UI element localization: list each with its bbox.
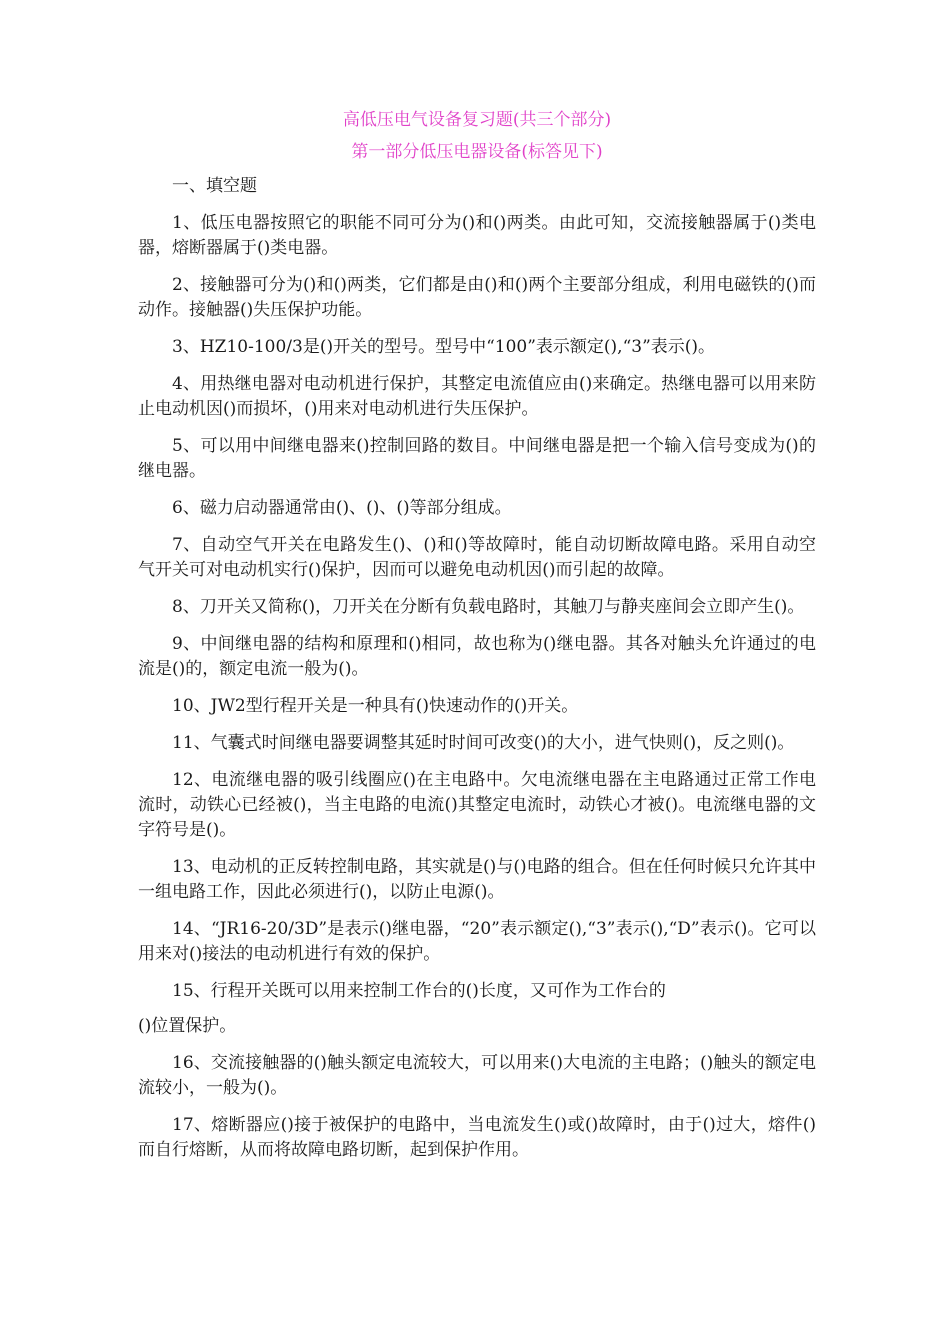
- document-subtitle: 第一部分低压电器设备(标答见下): [351, 142, 603, 162]
- question-7: 7、自动空气开关在电路发生()、()和()等故障时，能自动切断故障电路。采用自动空气开关可对电动机实行()保护，因而可以避免电动机因()而引起的故障。: [138, 535, 816, 580]
- question-8: 8、刀开关又简称()，刀开关在分断有负载电路时，其触刀与静夹座间会立即产生()。: [172, 597, 805, 617]
- question-3: 3、HZ10-100/3是()开关的型号。型号中“100”表示额定(),“3”表示()。: [172, 337, 716, 357]
- question-9: 9、中间继电器的结构和原理和()相同，故也称为()继电器。其各对触头允许通过的电流是()的，额定电流一般为()。: [138, 634, 816, 679]
- document-title: 高低压电气设备复习题(共三个部分): [342, 110, 612, 130]
- question-15: 15、行程开关既可以用来控制工作台的()长度，又可作为工作台的: [172, 981, 666, 1001]
- question-10: 10、JW2型行程开关是一种具有()快速动作的()开关。: [172, 696, 579, 716]
- question-11: 11、气囊式时间继电器要调整其延时时间可改变()的大小，进气快则()，反之则()。: [172, 733, 795, 753]
- question-15-continued: ()位置保护。: [138, 1016, 237, 1036]
- question-16: 16、交流接触器的()触头额定电流较大，可以用来()大电流的主电路；()触头的额定电流较小，一般为()。: [138, 1053, 816, 1098]
- section-heading: 一、填空题: [172, 176, 257, 196]
- question-2: 2、接触器可分为()和()两类，它们都是由()和()两个主要部分组成，利用电磁铁的()而动作。接触器()失压保护功能。: [138, 275, 816, 320]
- question-12: 12、电流继电器的吸引线圈应()在主电路中。欠电流继电器在主电路通过正常工作电流时，动铁心已经被()，当主电路的电流()其整定电流时，动铁心才被()。电流继电器的文字符号是()。: [138, 770, 816, 840]
- document-body: [138, 104, 816, 1175]
- question-6: 6、磁力启动器通常由()、()、()等部分组成。: [172, 498, 512, 518]
- question-13: 13、电动机的正反转控制电路，其实就是()与()电路的组合。但在任何时候只允许其中一组电路工作，因此必须进行()，以防止电源()。: [138, 857, 816, 902]
- question-17: 17、熔断器应()接于被保护的电路中，当电流发生()或()故障时，由于()过大，熔件()而自行熔断，从而将故障电路切断，起到保护作用。: [138, 1115, 816, 1160]
- question-1: 1、低压电器按照它的职能不同可分为()和()两类。由此可知，交流接触器属于()类电器，熔断器属于()类电器。: [138, 213, 816, 258]
- question-5: 5、可以用中间继电器来()控制回路的数目。中间继电器是把一个输入信号变成为()的继电器。: [138, 436, 816, 481]
- question-14: 14、“JR16-20/3D”是表示()继电器，“20”表示额定(),“3”表示(),“D”表示()。它可以用来对()接法的电动机进行有效的保护。: [138, 919, 816, 964]
- question-4: 4、用热继电器对电动机进行保护，其整定电流值应由()来确定。热继电器可以用来防止电动机因()而损坏，()用来对电动机进行失压保护。: [138, 374, 816, 419]
